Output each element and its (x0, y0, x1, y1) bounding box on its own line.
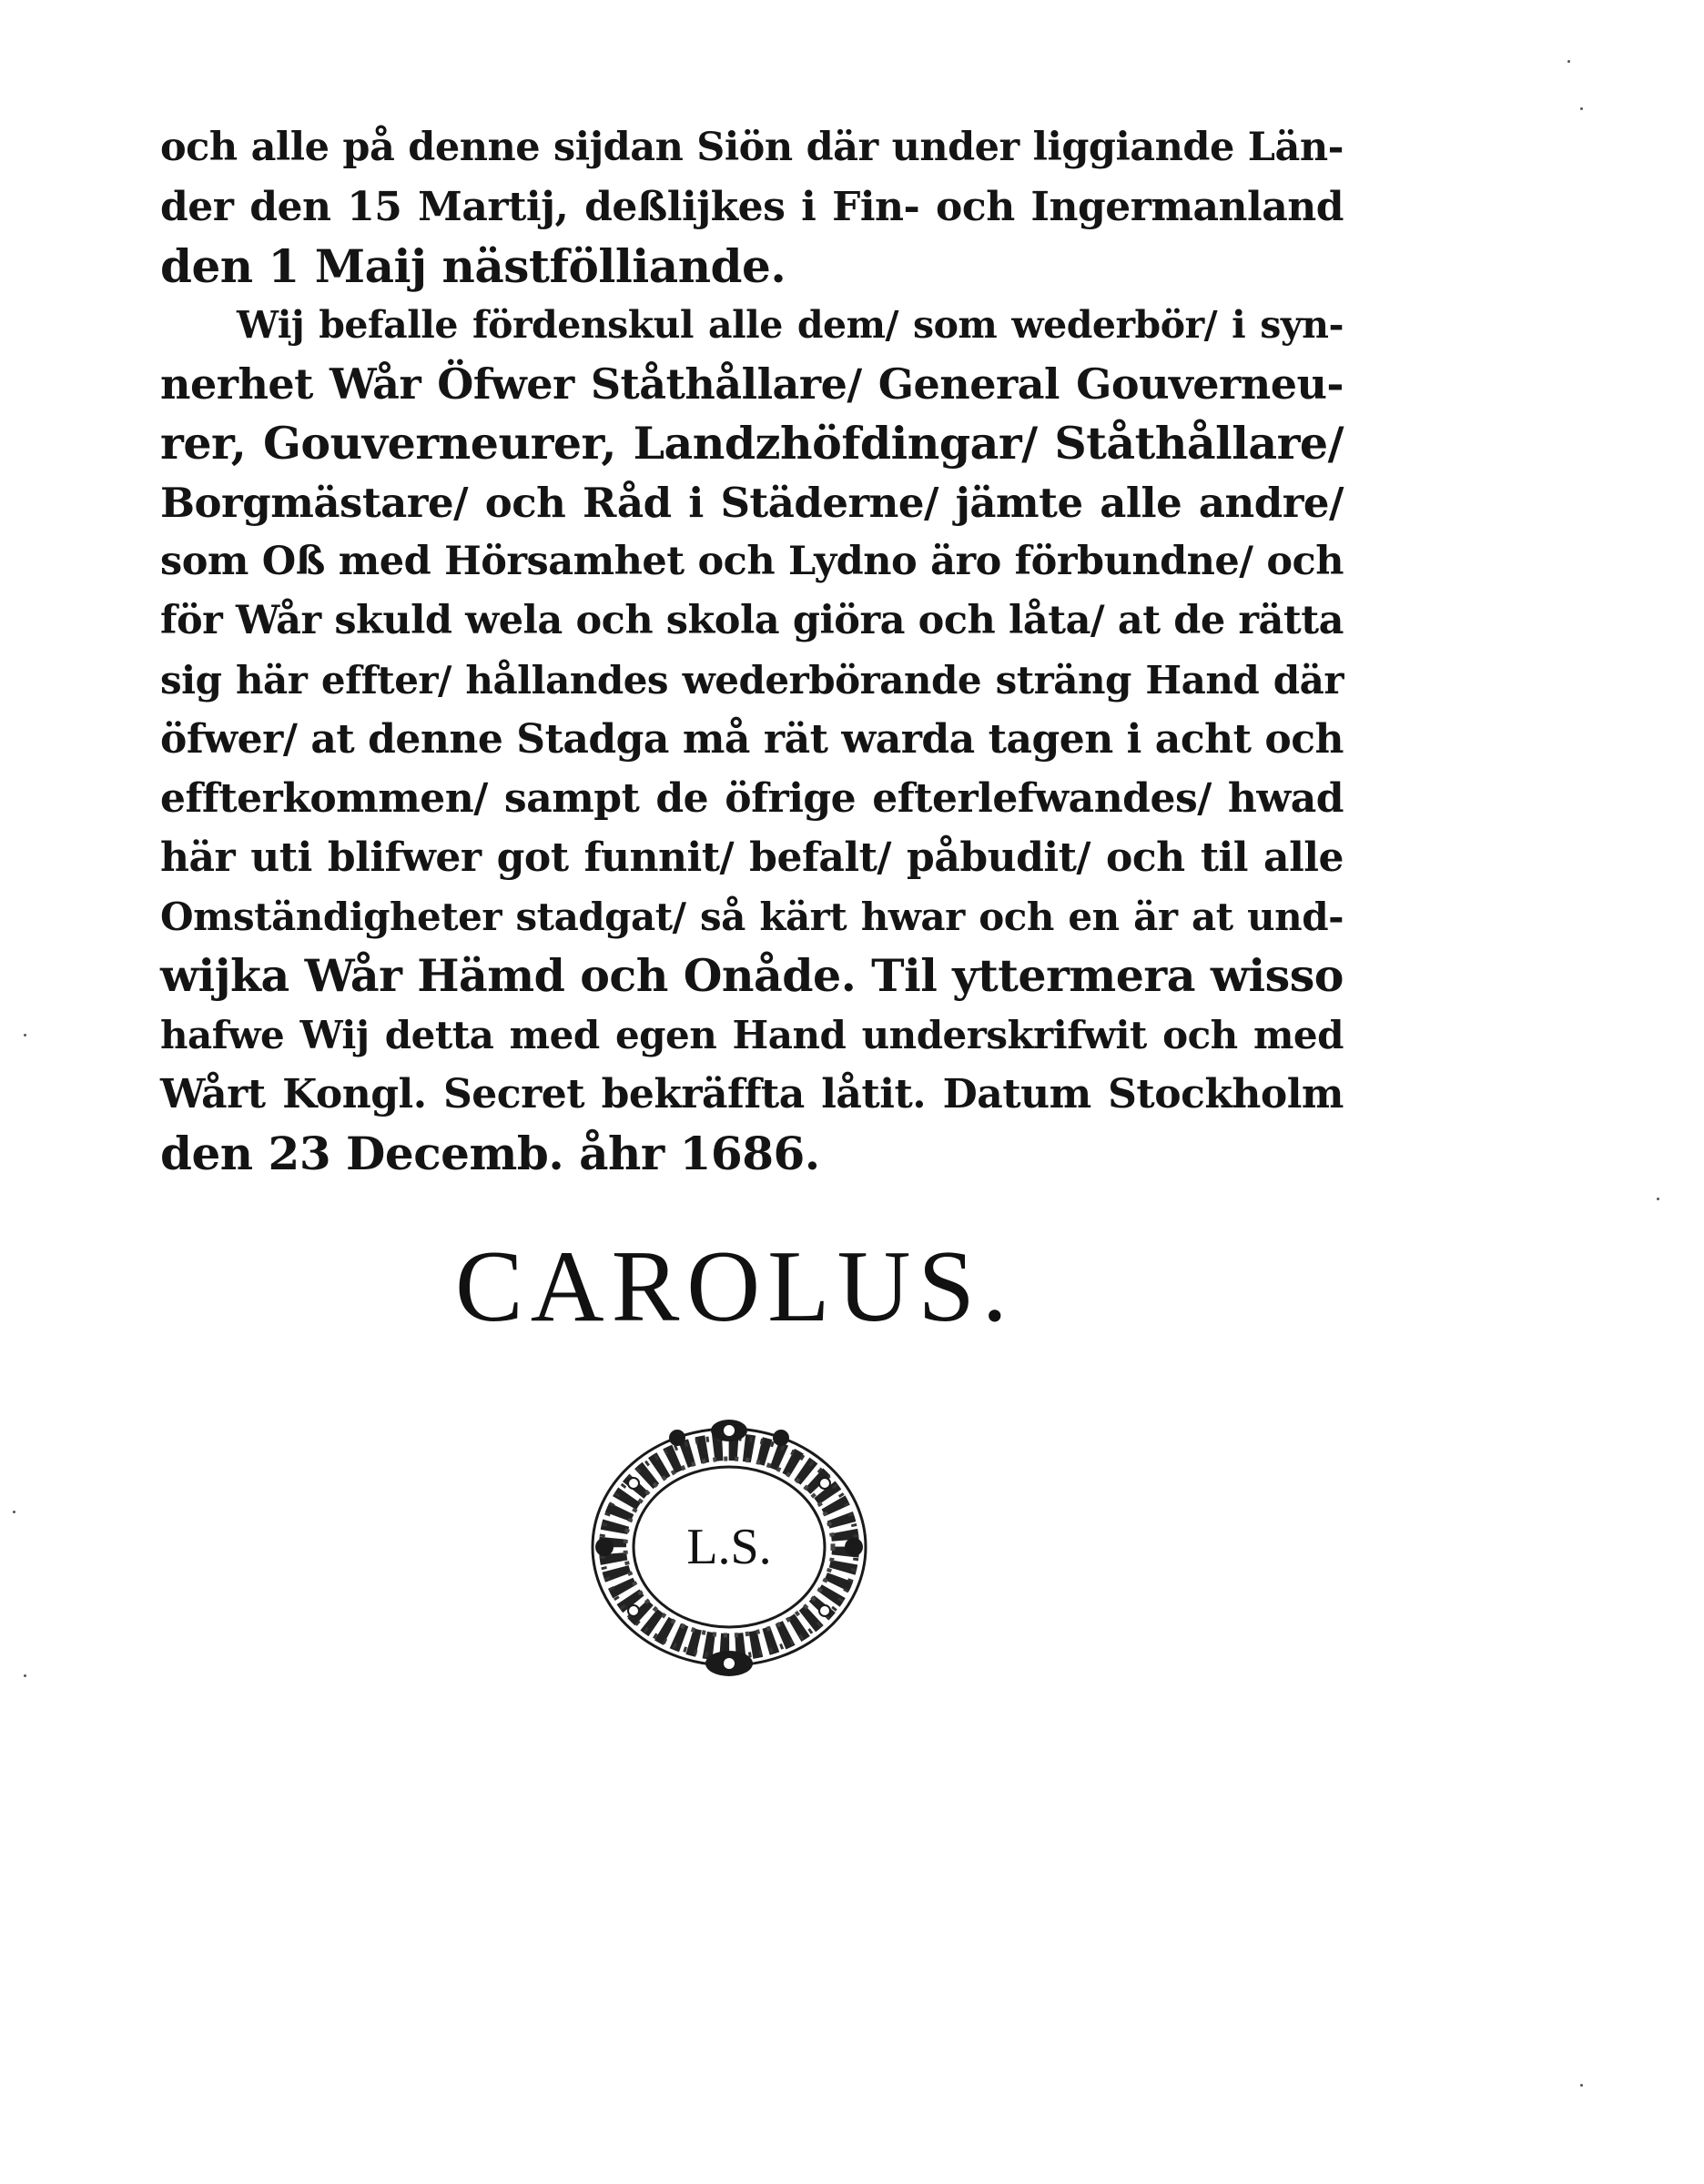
seal-label: L.S. (686, 1519, 772, 1575)
scan-speck (24, 1674, 26, 1677)
text-line: den 1 Maij nästfölliande. (160, 239, 786, 293)
text-line: Wij befalle fördenskul alle dem/ som wederbör/ i syn- (237, 303, 1344, 347)
text-line: sig här effter/ hållandes wederbörande sträng Hand där (160, 658, 1344, 703)
scan-speck (13, 1511, 15, 1513)
text-line: Borgmästare/ och Råd i Städerne/ jämte alle andre/ (160, 479, 1344, 527)
text-line: nerhet Wår Öfwer Ståthållare/ General Gouverneu- (160, 359, 1344, 409)
text-line: rer, Gouverneurer, Landzhöfdingar/ Ståthållare/ (160, 417, 1344, 470)
text-line: der den 15 Martij, deßlijkes i Fin- och Ingermanland (160, 184, 1344, 230)
scan-speck (24, 1034, 26, 1036)
text-line: och alle på denne sijdan Siön där under liggiande Län- (160, 125, 1344, 170)
royal-signature: CAROLUS. (455, 1230, 1015, 1343)
text-line: öfwer/ at denne Stadga må rät warda tagen i acht och (160, 716, 1344, 763)
text-line: Omständigheter stadgat/ så kärt hwar och en är at und- (160, 895, 1344, 939)
ordinance-text (160, 118, 1344, 1183)
text-line: wijka Wår Hämd och Onåde. Til yttermera wisso (160, 949, 1344, 1002)
text-line: effterkommen/ sampt de öfrige efterlefwandes/ hwad (160, 775, 1344, 822)
scan-speck (1580, 2084, 1583, 2087)
text-line: Wårt Kongl. Secret bekräffta låtit. Datum Stockholm (160, 1071, 1344, 1117)
scan-speck (1567, 60, 1570, 63)
text-line: den 23 Decemb. åhr 1686. (160, 1127, 820, 1180)
text-line: som Oß med Hörsamhet och Lydno äro förbundne/ och (160, 539, 1344, 584)
seal-wreath (579, 1410, 879, 1684)
text-line: för Wår skuld wela och skola giöra och låta/ at de rätta (160, 598, 1344, 643)
scan-speck (1657, 1198, 1659, 1200)
text-line: hafwe Wij detta med egen Hand underskrifwit och med (160, 1013, 1344, 1057)
text-line: här uti blifwer got funnit/ befalt/ påbudit/ och til alle (160, 834, 1344, 881)
scan-speck (1580, 107, 1583, 110)
